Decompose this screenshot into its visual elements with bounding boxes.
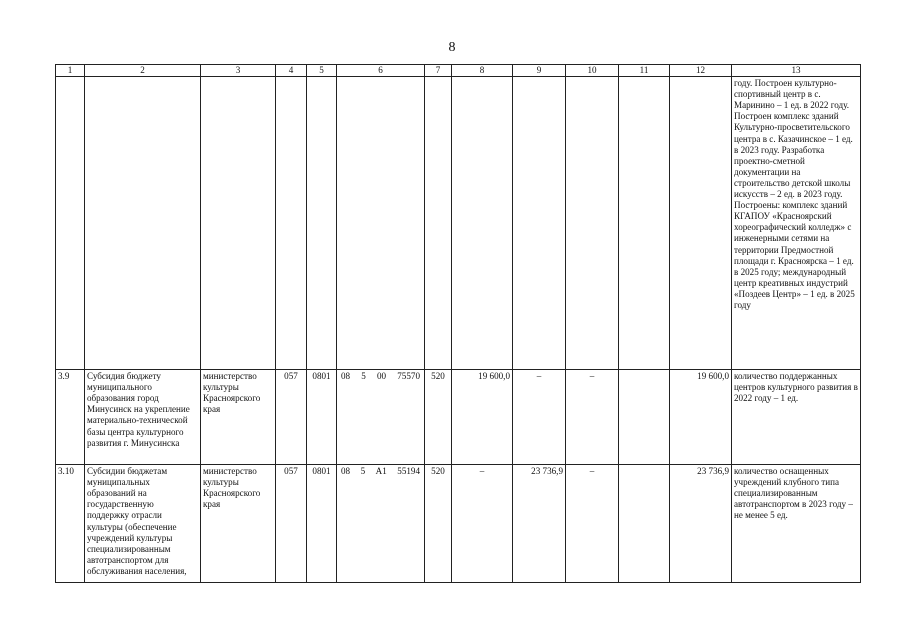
result-cell: количество оснащенных учреждений клубного типа специализированным автотранспортом в 2023 году – не менее 5 ед. (732, 465, 861, 583)
code-part: 00 (376, 371, 387, 382)
header-cell: 7 (425, 65, 452, 77)
amount-cell: – (513, 370, 566, 465)
header-cell: 3 (201, 65, 276, 77)
header-cell: 10 (566, 65, 619, 77)
amount-cell (619, 465, 670, 583)
amount-cell: 19 600,0 (452, 370, 513, 465)
code-part: 55194 (397, 466, 420, 477)
code-cell: 057 (276, 465, 307, 583)
code-cell: 0801 (307, 465, 337, 583)
target-code (337, 465, 425, 583)
code-part: 5 (360, 466, 366, 477)
page-number: 8 (448, 40, 456, 55)
header-cell: 11 (619, 65, 670, 77)
code-part: 08 (341, 466, 351, 477)
header-cell: 2 (85, 65, 201, 77)
target-code (337, 370, 425, 465)
amount-cell: – (566, 370, 619, 465)
header-cell: 6 (337, 65, 425, 77)
code-cell: 0801 (307, 370, 337, 465)
row-number: 3.10 (56, 465, 85, 583)
header-cell: 8 (452, 65, 513, 77)
code-part: 08 (341, 371, 351, 382)
table-row (56, 370, 861, 465)
code-cell: 520 (425, 370, 452, 465)
table-row (56, 465, 861, 583)
budget-table (55, 64, 861, 583)
amount-cell (619, 370, 670, 465)
code-part: 5 (361, 371, 366, 382)
measure-name: Субсидии бюджетам муниципальных образований на государственную поддержку отрасли культуры (обеспечение учреждений культуры специализированным автотранспортом для обслуживания населения, (85, 465, 201, 583)
agency-name: министерство культуры Красноярского края (201, 370, 276, 465)
header-cell: 13 (732, 65, 861, 77)
amount-cell: – (452, 465, 513, 583)
amount-cell: – (566, 465, 619, 583)
total-cell: 19 600,0 (670, 370, 732, 465)
code-part: А1 (375, 466, 387, 477)
header-cell: 12 (670, 65, 732, 77)
agency-name: министерство культуры Красноярского края (201, 465, 276, 583)
result-cell: количество поддержанных центров культурного развития в 2022 году – 1 ед. (732, 370, 861, 465)
amount-cell: 23 736,9 (513, 465, 566, 583)
table-row (56, 77, 861, 370)
code-cell: 520 (425, 465, 452, 583)
code-part: 75570 (397, 371, 420, 382)
table-header-row (56, 65, 861, 77)
header-cell: 9 (513, 65, 566, 77)
measure-name: Субсидия бюджету муниципального образования город Минусинск на укрепление материально-технической базы центра культурного развития г. Минусинска (85, 370, 201, 465)
row-number: 3.9 (56, 370, 85, 465)
code-cell: 057 (276, 370, 307, 465)
header-cell: 4 (276, 65, 307, 77)
result-cell: году. Построен культурно-спортивный центр в с. Маринино – 1 ед. в 2022 году. Построен комплекс зданий Культурно-просветительского центра в с. Казачинское – 1 ед. в 2023 году. Разработка проектно-сметной документации на строительство детской школы искусств – 2 ед. в 2023 году. Построены: комплекс зданий КГАПОУ «Красноярский хореографический колледж» с инженерными сетями на территории Предмостной площади г. Красноярска – 1 ед. в 2025 году; международный центр креативных индустрий «Поздеев Центр» – 1 ед. в 2025 году (732, 77, 861, 370)
total-cell: 23 736,9 (670, 465, 732, 583)
header-cell: 1 (56, 65, 85, 77)
header-cell: 5 (307, 65, 337, 77)
